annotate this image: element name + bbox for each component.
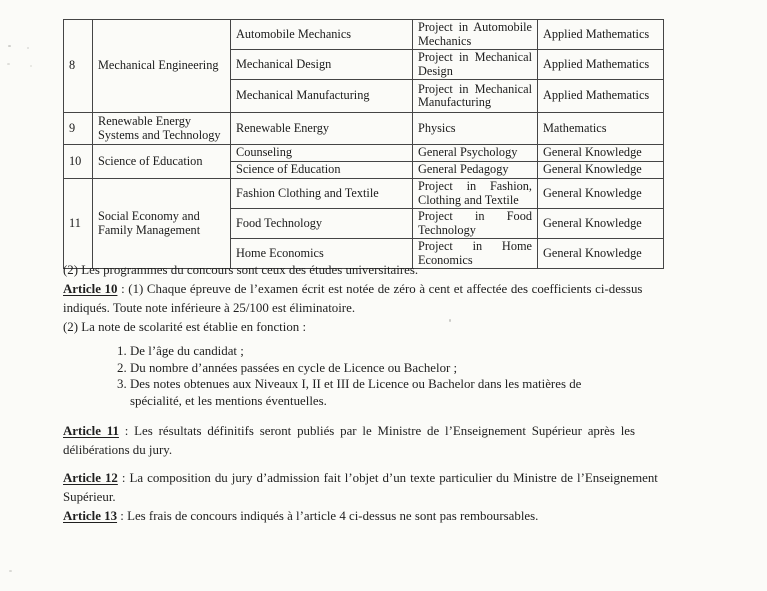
paper-cell: Project in Food Technology: [413, 209, 538, 239]
article12-paragraph: [63, 469, 723, 507]
document-body: [63, 261, 723, 526]
option-cell: Automobile Mechanics: [231, 20, 413, 50]
option-cell: Science of Education: [231, 162, 413, 179]
row-number-cell: 9: [64, 113, 93, 145]
subject-cell: General Knowledge: [538, 179, 664, 209]
list-item-text: Des notes obtenues aux Niveaux I, II et III de Licence ou Bachelor dans les matières de: [130, 377, 582, 391]
subject-cell: Mathematics: [538, 113, 664, 145]
specialty-cell: Science of Education: [93, 145, 231, 179]
article10-text: : (1) Chaque épreuve de l’examen écrit est notée de zéro à cent et affectée des coefficients ci-dessus: [121, 282, 643, 296]
list-item-text: De l’âge du candidat ;: [130, 344, 244, 358]
subject-cell: General Knowledge: [538, 239, 664, 269]
scan-speck: [27, 47, 29, 49]
exam-subjects-table: [63, 19, 664, 269]
option-cell: Mechanical Manufacturing: [231, 80, 413, 113]
subject-cell: Applied Mathematics: [538, 80, 664, 113]
scan-speck: [8, 45, 11, 47]
option-cell: Food Technology: [231, 209, 413, 239]
table-row: [64, 145, 664, 162]
article11-paragraph: [63, 422, 723, 460]
option-cell: Fashion Clothing and Textile: [231, 179, 413, 209]
article12-line1: [63, 469, 723, 488]
row-number-cell: 10: [64, 145, 93, 179]
option-cell: Counseling: [231, 145, 413, 162]
scan-speck: [9, 570, 12, 572]
scolarite-criteria-list: [117, 343, 723, 409]
article13-label: Article 13: [63, 509, 118, 523]
scan-speck: [449, 319, 451, 322]
article10-line2: indiqués. Toute note inférieure à 25/100 est éliminatoire.: [63, 301, 356, 315]
subject-cell: Applied Mathematics: [538, 20, 664, 50]
table-row: [64, 179, 664, 209]
scan-speck: [30, 65, 32, 67]
paper-cell: Physics: [413, 113, 538, 145]
article11-text: : Les résultats définitifs seront publiés par le Ministre de l’Enseignement Supérieur après les: [124, 424, 636, 438]
row-number-cell: 8: [64, 20, 93, 113]
article13-text: : Les frais de concours indiqués à l’article 4 ci-dessus ne sont pas remboursables.: [120, 509, 539, 523]
specialty-cell: Social Economy and Family Management: [93, 179, 231, 269]
list-item: [117, 376, 723, 393]
specialty-cell: Renewable Energy Systems and Technology: [93, 113, 231, 145]
row-number-cell: 11: [64, 179, 93, 269]
subject-cell: Applied Mathematics: [538, 50, 664, 80]
table-row: [64, 113, 664, 145]
article12-line2: Supérieur.: [63, 490, 116, 504]
scan-speck: [7, 63, 10, 65]
list-item-number: 1.: [117, 344, 127, 358]
article11-line2: délibérations du jury.: [63, 443, 173, 457]
paragraph-programmes: (2) Les programmes du concours sont ceux des études universitaires.: [63, 263, 419, 277]
subject-cell: General Knowledge: [538, 209, 664, 239]
list-item-continuation: spécialité, et les mentions éventuelles.: [130, 393, 327, 408]
option-cell: Home Economics: [231, 239, 413, 269]
article10-note2: (2) La note de scolarité est établie en fonction :: [63, 320, 307, 334]
list-item: [117, 360, 723, 377]
article12-text: : La composition du jury d’admission fait l’objet d’un texte particulier du Ministre de l’Enseignement: [121, 471, 658, 485]
paper-cell: Project in Mechanical Manufacturing: [413, 80, 538, 113]
list-item-number: 2.: [117, 360, 127, 375]
specialty-cell: Mechanical Engineering: [93, 20, 231, 113]
paper-cell: Project in Fashion, Clothing and Textile: [413, 179, 538, 209]
paper-cell: General Psychology: [413, 145, 538, 162]
list-item-number: 3.: [117, 377, 127, 391]
list-item: [117, 343, 723, 360]
article12-label: Article 12: [63, 471, 118, 485]
paper-cell: Project in Home Economics: [413, 239, 538, 269]
article13-paragraph: [63, 507, 723, 526]
option-cell: Renewable Energy: [231, 113, 413, 145]
subject-cell: General Knowledge: [538, 162, 664, 179]
article11-line1: [63, 422, 723, 441]
paper-cell: Project in Mechanical Design: [413, 50, 538, 80]
list-item-text: Du nombre d’années passées en cycle de Licence ou Bachelor ;: [130, 360, 458, 375]
article11-label: Article 11: [63, 424, 119, 438]
article10-line1: [63, 280, 723, 299]
subject-cell: General Knowledge: [538, 145, 664, 162]
table-row: [64, 20, 664, 50]
paper-cell: Project in Automobile Mechanics: [413, 20, 538, 50]
option-cell: Mechanical Design: [231, 50, 413, 80]
paper-cell: General Pedagogy: [413, 162, 538, 179]
article10-label: Article 10: [63, 282, 118, 296]
